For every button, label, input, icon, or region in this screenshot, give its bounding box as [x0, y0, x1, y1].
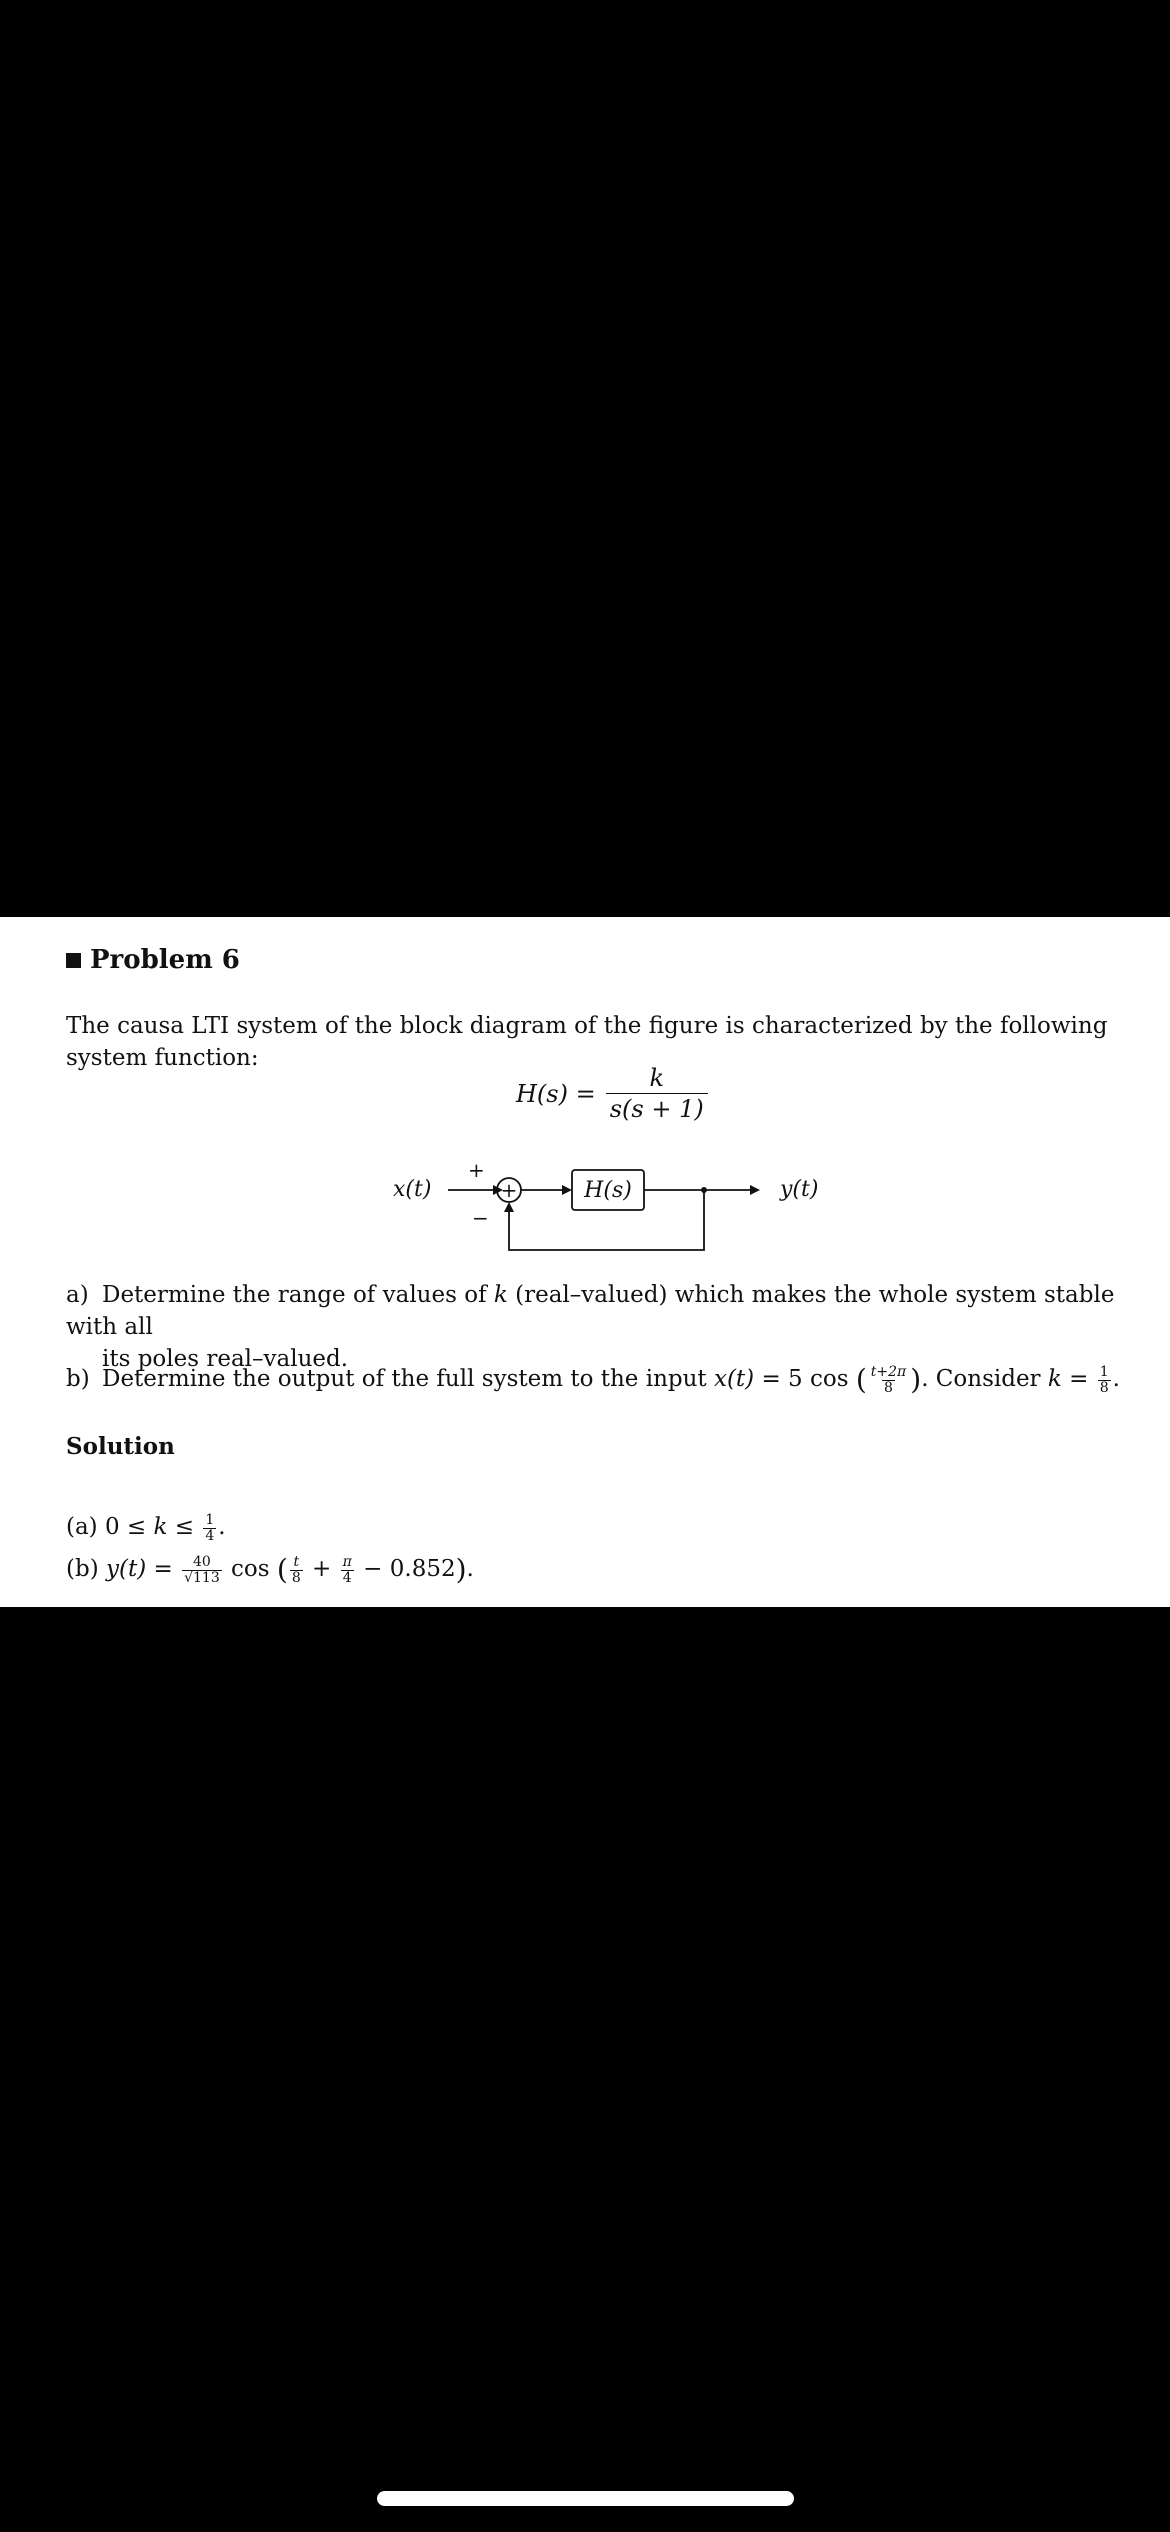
summing-junction-symbol: +	[500, 1178, 518, 1202]
question-b-text-mid: . Consider	[921, 1366, 1048, 1392]
question-a-var: k	[493, 1282, 508, 1308]
question-b-label: b)	[66, 1366, 90, 1392]
question-b-k-num: 1	[1099, 1363, 1109, 1380]
answer-right-paren: )	[455, 1553, 467, 1586]
question-b-fraction	[869, 1365, 908, 1395]
answer-b-coef-fraction	[182, 1555, 222, 1585]
output-arrowhead	[750, 1185, 760, 1195]
question-b	[66, 1363, 1156, 1396]
answer-b-t-den: 8	[291, 1569, 301, 1586]
question-a-text-start: Determine the range of values of	[102, 1282, 494, 1308]
question-a-continuation: its poles real–valued.	[102, 1346, 349, 1372]
question-b-frac-den: 8	[884, 1379, 893, 1396]
diagram-input-label: x(t)	[393, 1177, 432, 1202]
answer-a	[66, 1511, 226, 1543]
question-b-end: .	[1112, 1366, 1120, 1392]
left-paren: (	[855, 1363, 867, 1396]
question-b-k-fraction	[1098, 1365, 1111, 1395]
equation-lhs: H(s) =	[516, 1079, 596, 1108]
section-title	[66, 945, 240, 975]
block-input-arrowhead	[562, 1185, 572, 1195]
answer-a-den: 4	[205, 1527, 215, 1544]
question-b-equals: =	[1061, 1366, 1096, 1392]
diagram-output-label: y(t)	[780, 1177, 819, 1202]
question-b-frac-num: t+2π	[870, 1363, 907, 1380]
question-a-text-end: (real–valued) which makes the whole system stable with all	[66, 1282, 1115, 1340]
answer-b-plus: +	[304, 1556, 339, 1582]
feedback-arrowhead	[504, 1202, 514, 1212]
answer-a-expr-mid: ≤	[167, 1514, 202, 1540]
answer-b-pi-den: 4	[342, 1569, 352, 1586]
question-b-input-expr: x(t)	[713, 1366, 755, 1392]
section-bullet-square	[66, 953, 81, 968]
equation-denominator: s(s + 1)	[606, 1093, 708, 1122]
equation-fraction	[606, 1065, 708, 1123]
answer-b-equals: =	[146, 1556, 181, 1582]
question-b-equals-expr: = 5 cos	[754, 1366, 856, 1392]
question-a	[66, 1279, 1156, 1375]
section-title-text: Problem 6	[90, 945, 240, 975]
answer-a-expr-start: 0 ≤	[104, 1514, 154, 1540]
answer-b	[66, 1553, 474, 1586]
right-paren: )	[910, 1363, 922, 1396]
problem-intro: The causa LTI system of the block diagram of the figure is characterized by the following system function:	[66, 1013, 1108, 1071]
answer-b-coef-num: 40	[192, 1553, 211, 1570]
block-diagram	[380, 1125, 840, 1275]
answer-a-end: .	[218, 1514, 226, 1540]
problem-document	[0, 917, 1170, 1607]
question-a-label: a)	[66, 1282, 89, 1308]
equation-numerator: k	[649, 1064, 664, 1092]
answer-b-label: (b)	[66, 1556, 99, 1582]
transfer-function-equation	[516, 1065, 708, 1123]
solution-title: Solution	[66, 1433, 175, 1460]
answer-b-coef-den: √113	[184, 1569, 220, 1586]
answer-b-func: cos	[223, 1556, 277, 1582]
question-b-text-start: Determine the output of the full system to the input	[102, 1366, 714, 1392]
answer-a-num: 1	[205, 1511, 215, 1528]
answer-b-rest: − 0.852	[355, 1556, 456, 1582]
question-b-k-den: 8	[1099, 1379, 1109, 1396]
answer-b-end: .	[466, 1556, 474, 1582]
answer-a-var: k	[153, 1514, 168, 1540]
diagram-block-label: H(s)	[584, 1178, 632, 1203]
question-b-var: k	[1047, 1366, 1062, 1392]
answer-b-lhs: y(t)	[105, 1556, 147, 1582]
answer-b-t-fraction	[290, 1555, 303, 1585]
answer-a-label: (a)	[66, 1514, 98, 1540]
answer-left-paren: (	[276, 1553, 288, 1586]
diagram-minus-sign: −	[472, 1206, 489, 1230]
answer-a-fraction	[203, 1513, 216, 1543]
home-indicator-bar[interactable]	[377, 2491, 794, 2506]
answer-b-pi-fraction	[341, 1555, 354, 1585]
diagram-plus-sign: +	[468, 1158, 485, 1182]
answer-b-t-num: t	[293, 1553, 300, 1570]
answer-b-pi-num: π	[342, 1553, 352, 1570]
